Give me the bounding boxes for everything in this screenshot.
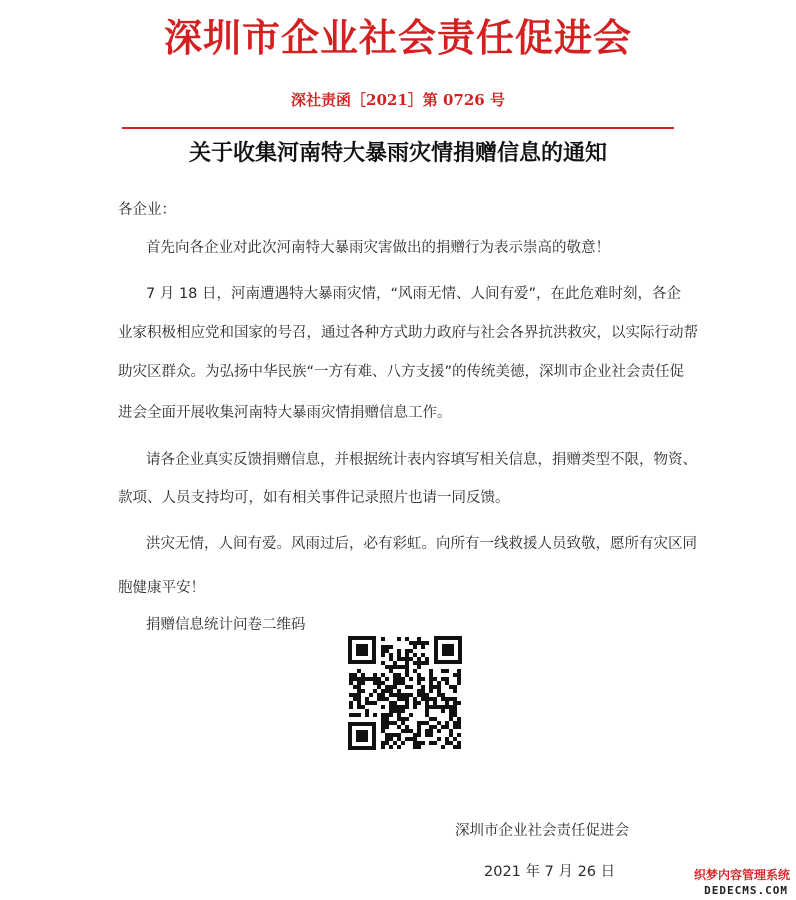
signature-org: 深圳市企业社会责任促进会	[455, 823, 629, 839]
paragraph-line: 7 月 18 日，河南遭遇特大暴雨灾情，“风雨无情、人间有爱”，在此危难时刻，各企	[146, 286, 682, 302]
signature-date: 2021 年 7 月 26 日	[484, 864, 616, 880]
paragraph-line: 胞健康平安！	[118, 580, 205, 596]
paragraph-line: 业家积极相应党和国家的号召，通过各种方式助力政府与社会各界抗洪救灾，以实际行动帮	[118, 325, 698, 341]
paragraph-line: 助灾区群众。为弘扬中华民族“一方有难、八方支援”的传统美德，深圳市企业社会责任促	[118, 364, 685, 380]
salutation: 各企业：	[118, 202, 176, 218]
paragraph-line: 请各企业真实反馈捐赠信息，并根据统计表内容填写相关信息，捐赠类型不限，物资、	[146, 452, 697, 468]
paragraph-line: 首先向各企业对此次河南特大暴雨灾害做出的捐赠行为表示崇高的敬意！	[146, 240, 610, 256]
red-divider	[122, 127, 674, 129]
qr-caption: 捐赠信息统计问卷二维码	[146, 617, 306, 633]
paragraph-line: 洪灾无情，人间有爱。风雨过后，必有彩虹。向所有一线救援人员致敬，愿所有灾区同	[146, 536, 697, 552]
paragraph-line: 款项、人员支持均可，如有相关事件记录照片也请一同反馈。	[118, 490, 510, 506]
document-number: 深社责函［2021］第 0726 号	[291, 91, 505, 109]
qr-code-icon[interactable]	[348, 636, 462, 750]
watermark-title: 织梦内容管理系统	[693, 868, 790, 882]
notice-title: 关于收集河南特大暴雨灾情捐赠信息的通知	[188, 140, 607, 166]
org-title: 深圳市企业社会责任促进会	[163, 15, 632, 60]
paragraph-line: 进会全面开展收集河南特大暴雨灾情捐赠信息工作。	[118, 405, 452, 421]
qr-code-graphic	[348, 636, 462, 750]
watermark-url: DEDECMS.COM	[704, 884, 788, 897]
